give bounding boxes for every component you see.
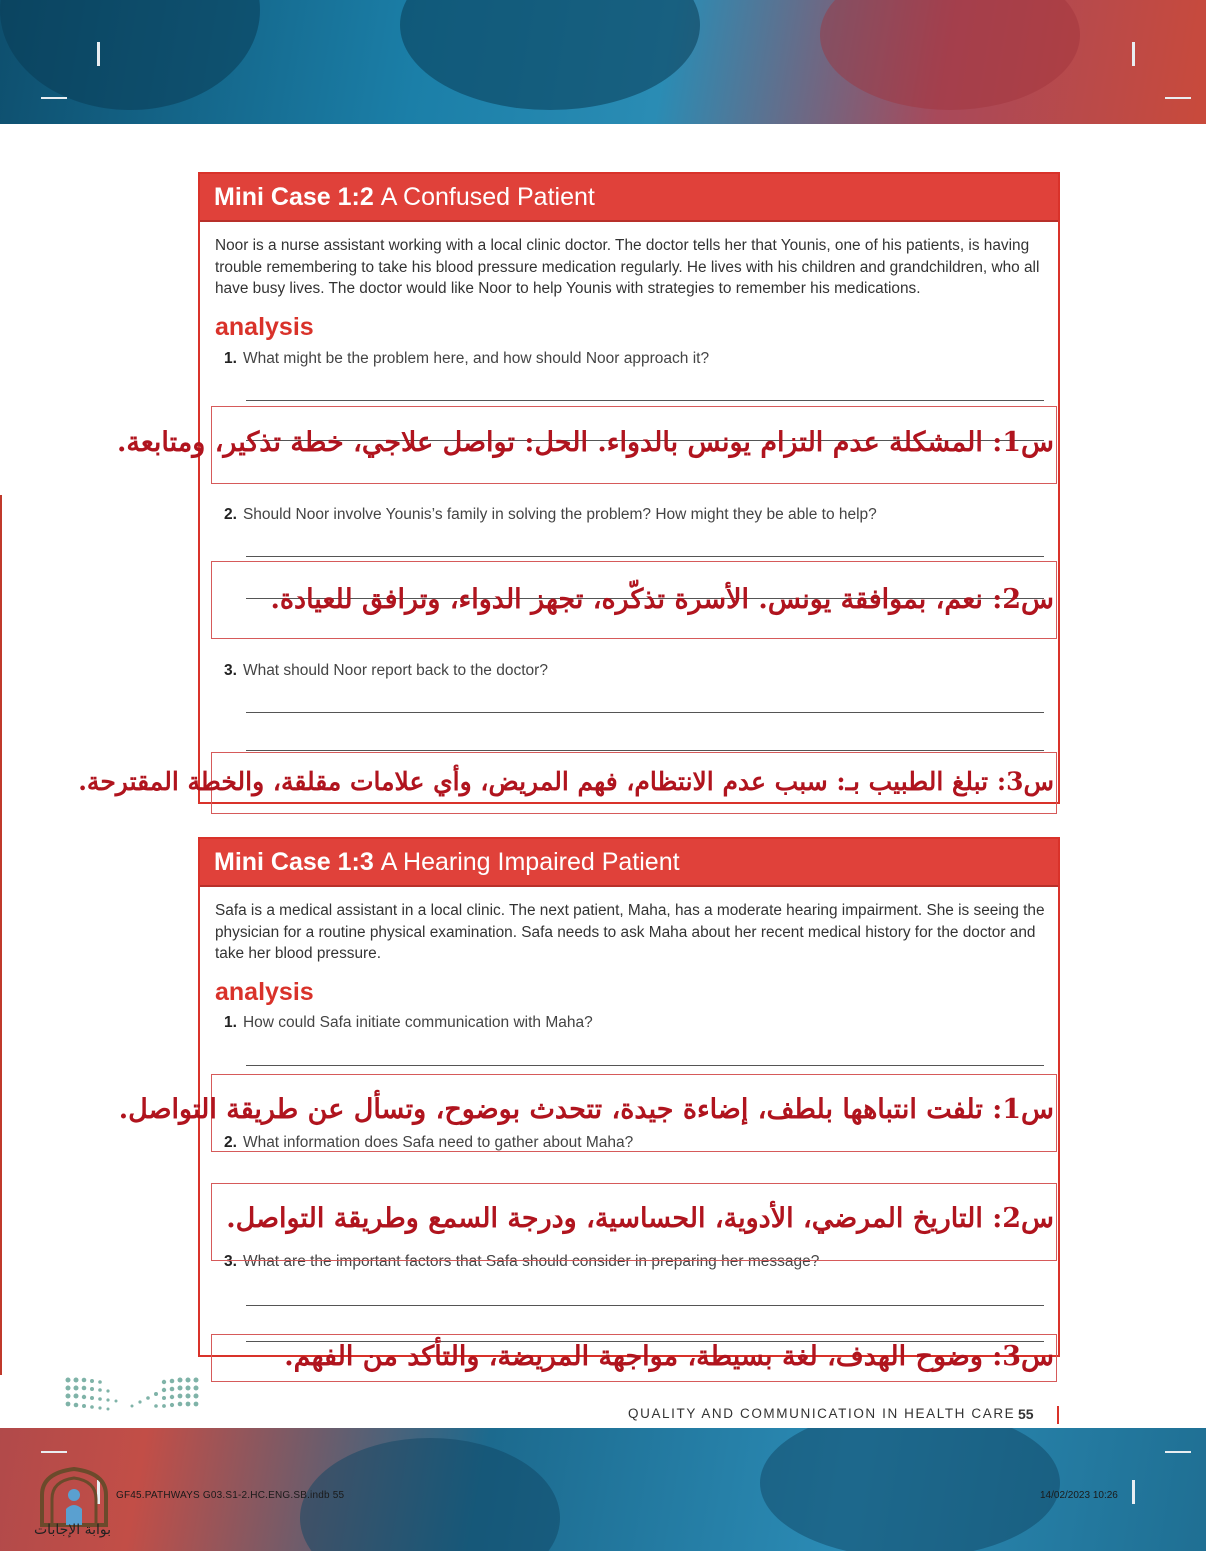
answer-text: س2: التاريخ المرضي، الأدوية، الحساسية، ودرجة السمع وطريقة التواصل. xyxy=(226,1203,1054,1234)
question-2: 2. Should Noor involve Younis’s family in solving the problem? How might they be able to help? xyxy=(224,506,877,523)
case-intro: Safa is a medical assistant in a local clinic. The next patient, Maha, has a moderate hearing impairment. She is seeing the physician for a routine physical examination. Safa needs to ask Maha about her recent medical history for the doctor and take her blood pressure. xyxy=(215,902,1045,962)
case-title: A Hearing Impaired Patient xyxy=(380,847,680,876)
answer-text: س1: المشكلة عدم التزام يونس بالدواء. الحل: تواصل علاجي، خطة تذكير، ومتابعة. xyxy=(117,427,1054,458)
left-margin-rule xyxy=(0,495,2,1375)
question-3: 3. What should Noor report back to the doctor? xyxy=(224,662,548,679)
page-number: 55 xyxy=(1018,1406,1034,1422)
answer-line xyxy=(246,1305,1044,1306)
mini-case-1-2 xyxy=(78,172,1060,804)
footer-accent-bar xyxy=(1057,1406,1059,1424)
print-slug: GF45.PATHWAYS G03.S1-2.HC.ENG.SB.indb 55 xyxy=(116,1490,345,1501)
logo-text: بوابة الإجابات xyxy=(34,1522,112,1538)
answer-line xyxy=(246,1065,1044,1066)
case-number: Mini Case 1:3 xyxy=(214,847,374,876)
case-header xyxy=(200,839,1058,887)
answer-text: س1: تلفت انتباهها بلطف، إضاءة جيدة، تتحدث بوضوح، وتسأل عن طريقة التواصل. xyxy=(118,1094,1054,1125)
print-date: 14/02/2023 10:26 xyxy=(1040,1490,1118,1501)
answer-line xyxy=(246,400,1044,401)
footer-title: QUALITY AND COMMUNICATION IN HEALTH CARE xyxy=(628,1406,1016,1421)
analysis-heading: analysis xyxy=(215,313,314,341)
case-title: A Confused Patient xyxy=(380,182,595,211)
answer-text: س2: نعم، بموافقة يونس. الأسرة تذكّره، تجهز الدواء، وترافق للعيادة. xyxy=(270,584,1054,615)
question-1: 1. How could Safa initiate communication with Maha? xyxy=(224,1014,593,1031)
answer-line xyxy=(246,712,1044,713)
question-1: 1. What might be the problem here, and how should Noor approach it? xyxy=(224,350,710,367)
analysis-heading: analysis xyxy=(215,978,314,1006)
case-header xyxy=(200,174,1058,222)
answer-text: س3: وضوح الهدف، لغة بسيطة، مواجهة المريضة، والتأكد من الفهم. xyxy=(284,1341,1054,1372)
answer-line xyxy=(246,750,1044,751)
top-banner xyxy=(0,0,1206,124)
answer-text: س3: تبلغ الطبيب بـ: سبب عدم الانتظام، فهم المريض، وأي علامات مقلقة، والخطة المقترحة. xyxy=(78,767,1054,796)
case-number: Mini Case 1:2 xyxy=(214,182,374,211)
answer-line xyxy=(246,556,1044,557)
question-2: 2. What information does Safa need to gather about Maha? xyxy=(224,1134,634,1151)
case-intro: Noor is a nurse assistant working with a local clinic doctor. The doctor tells her that Younis, one of his patients, is having trouble remembering to take his blood pressure medication regularly. He lives with his children and grandchildren, who all have busy lives. The doctor would like Noor to help Younis with strategies to remember his medications. xyxy=(215,237,1040,297)
dot-pattern-logo xyxy=(62,1376,202,1418)
question-3: 3. What are the important factors that Safa should consider in preparing her message? xyxy=(224,1253,820,1270)
